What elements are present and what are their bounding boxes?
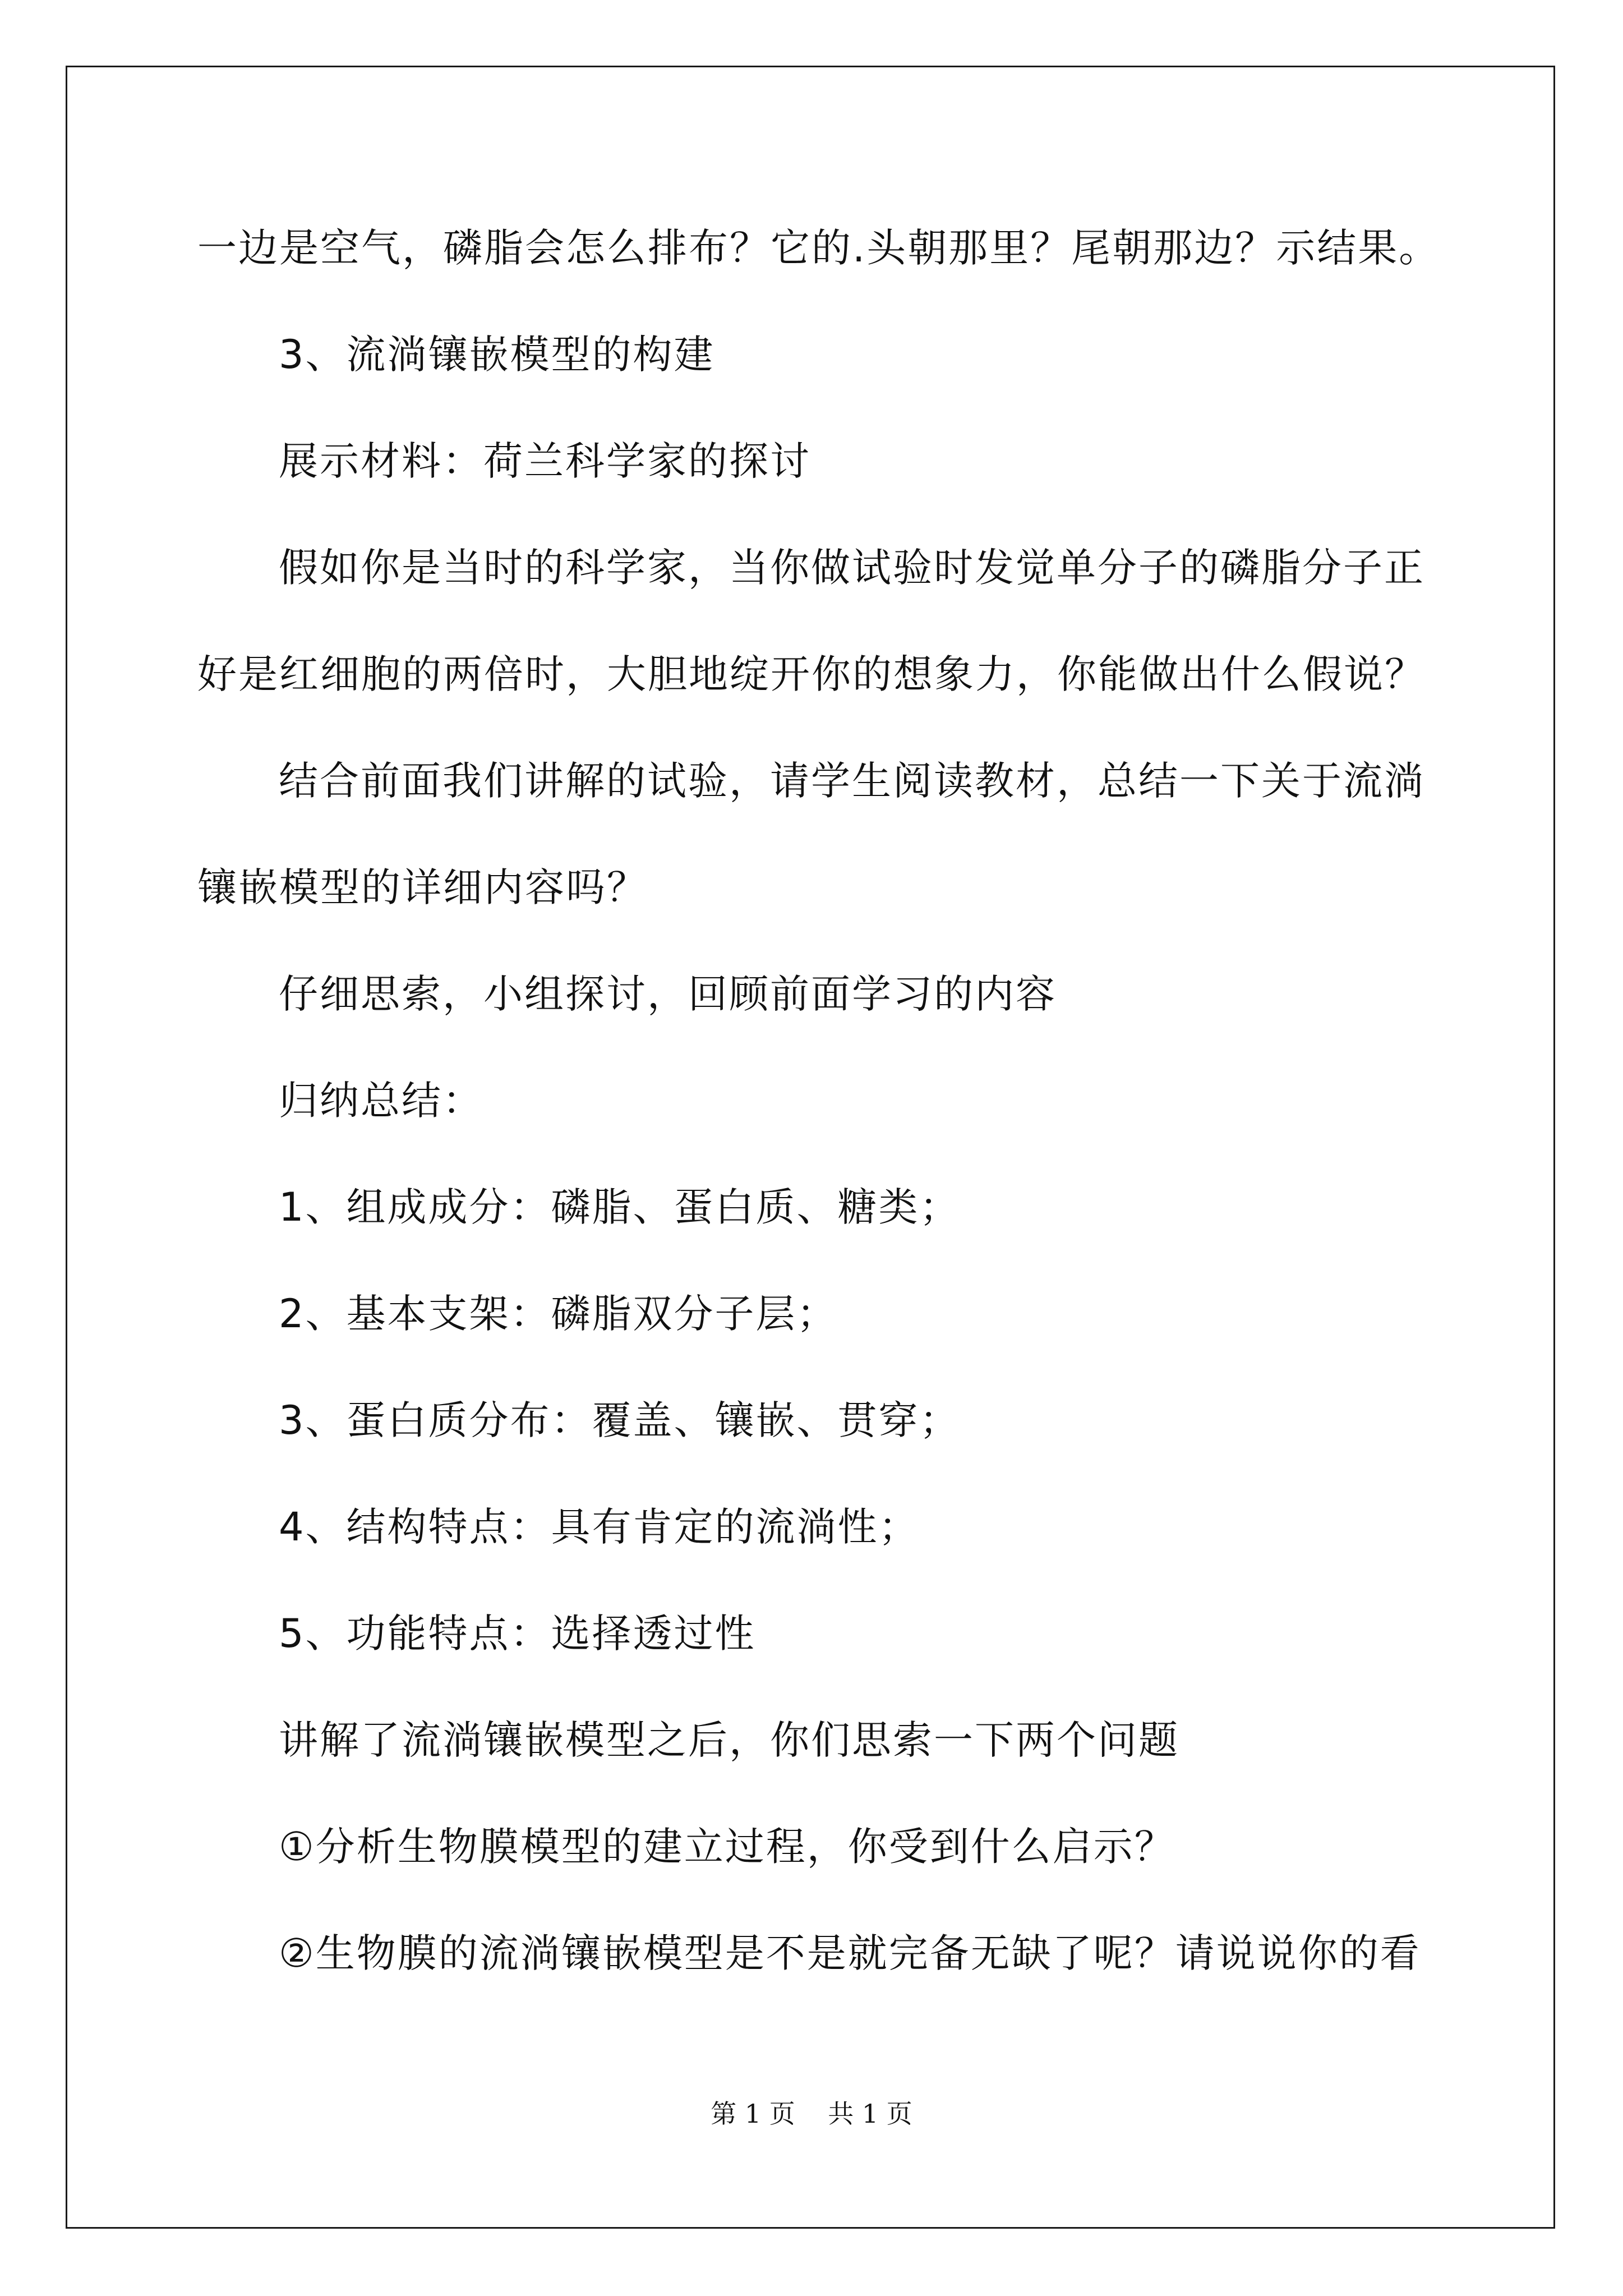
summary-item-3: 3、蛋白质分布：覆盖、镶嵌、贯穿；: [279, 1397, 961, 1443]
section-heading: 3、流淌镶嵌模型的构建: [279, 332, 715, 378]
page-border: [66, 66, 1555, 2229]
paragraph-line-15: 讲解了流淌镶嵌模型之后，你们思索一下两个问题: [279, 1717, 1179, 1763]
summary-item-5: 5、功能特点：选择透过性: [279, 1611, 756, 1657]
summary-item-2: 2、基本支架：磷脂双分子层；: [279, 1291, 838, 1337]
question-2: ②生物膜的流淌镶嵌模型是不是就完备无缺了呢？请说说你的看: [279, 1930, 1421, 1976]
paragraph-line-7: 镶嵌模型的详细内容吗？: [197, 864, 648, 910]
paragraph-line-3: 展示材料：荷兰科学家的探讨: [279, 438, 811, 484]
paragraph-line-6: 结合前面我们讲解的试验，请学生阅读教材，总结一下关于流淌: [279, 758, 1425, 804]
paragraph-line-5: 好是红细胞的两倍时，大胆地绽开你的想象力，你能做出什么假说？: [197, 651, 1426, 697]
paragraph-line-1: 一边是空气，磷脂会怎么排布？它的.头朝那里？尾朝那边？示结果。: [197, 225, 1440, 271]
paragraph-line-8: 仔细思索，小组探讨，回顾前面学习的内容: [279, 971, 1057, 1017]
summary-item-1: 1、组成成分：磷脂、蛋白质、糖类；: [279, 1184, 961, 1230]
paragraph-line-4: 假如你是当时的科学家，当你做试验时发觉单分子的磷脂分子正: [279, 545, 1425, 591]
page-footer: 第 1 页 共 1 页: [711, 2099, 912, 2129]
question-1: ①分析生物膜模型的建立过程，你受到什么启示？: [279, 1824, 1175, 1870]
summary-item-4: 4、结构特点：具有肯定的流淌性；: [279, 1504, 920, 1550]
summary-heading: 归纳总结：: [279, 1078, 483, 1124]
